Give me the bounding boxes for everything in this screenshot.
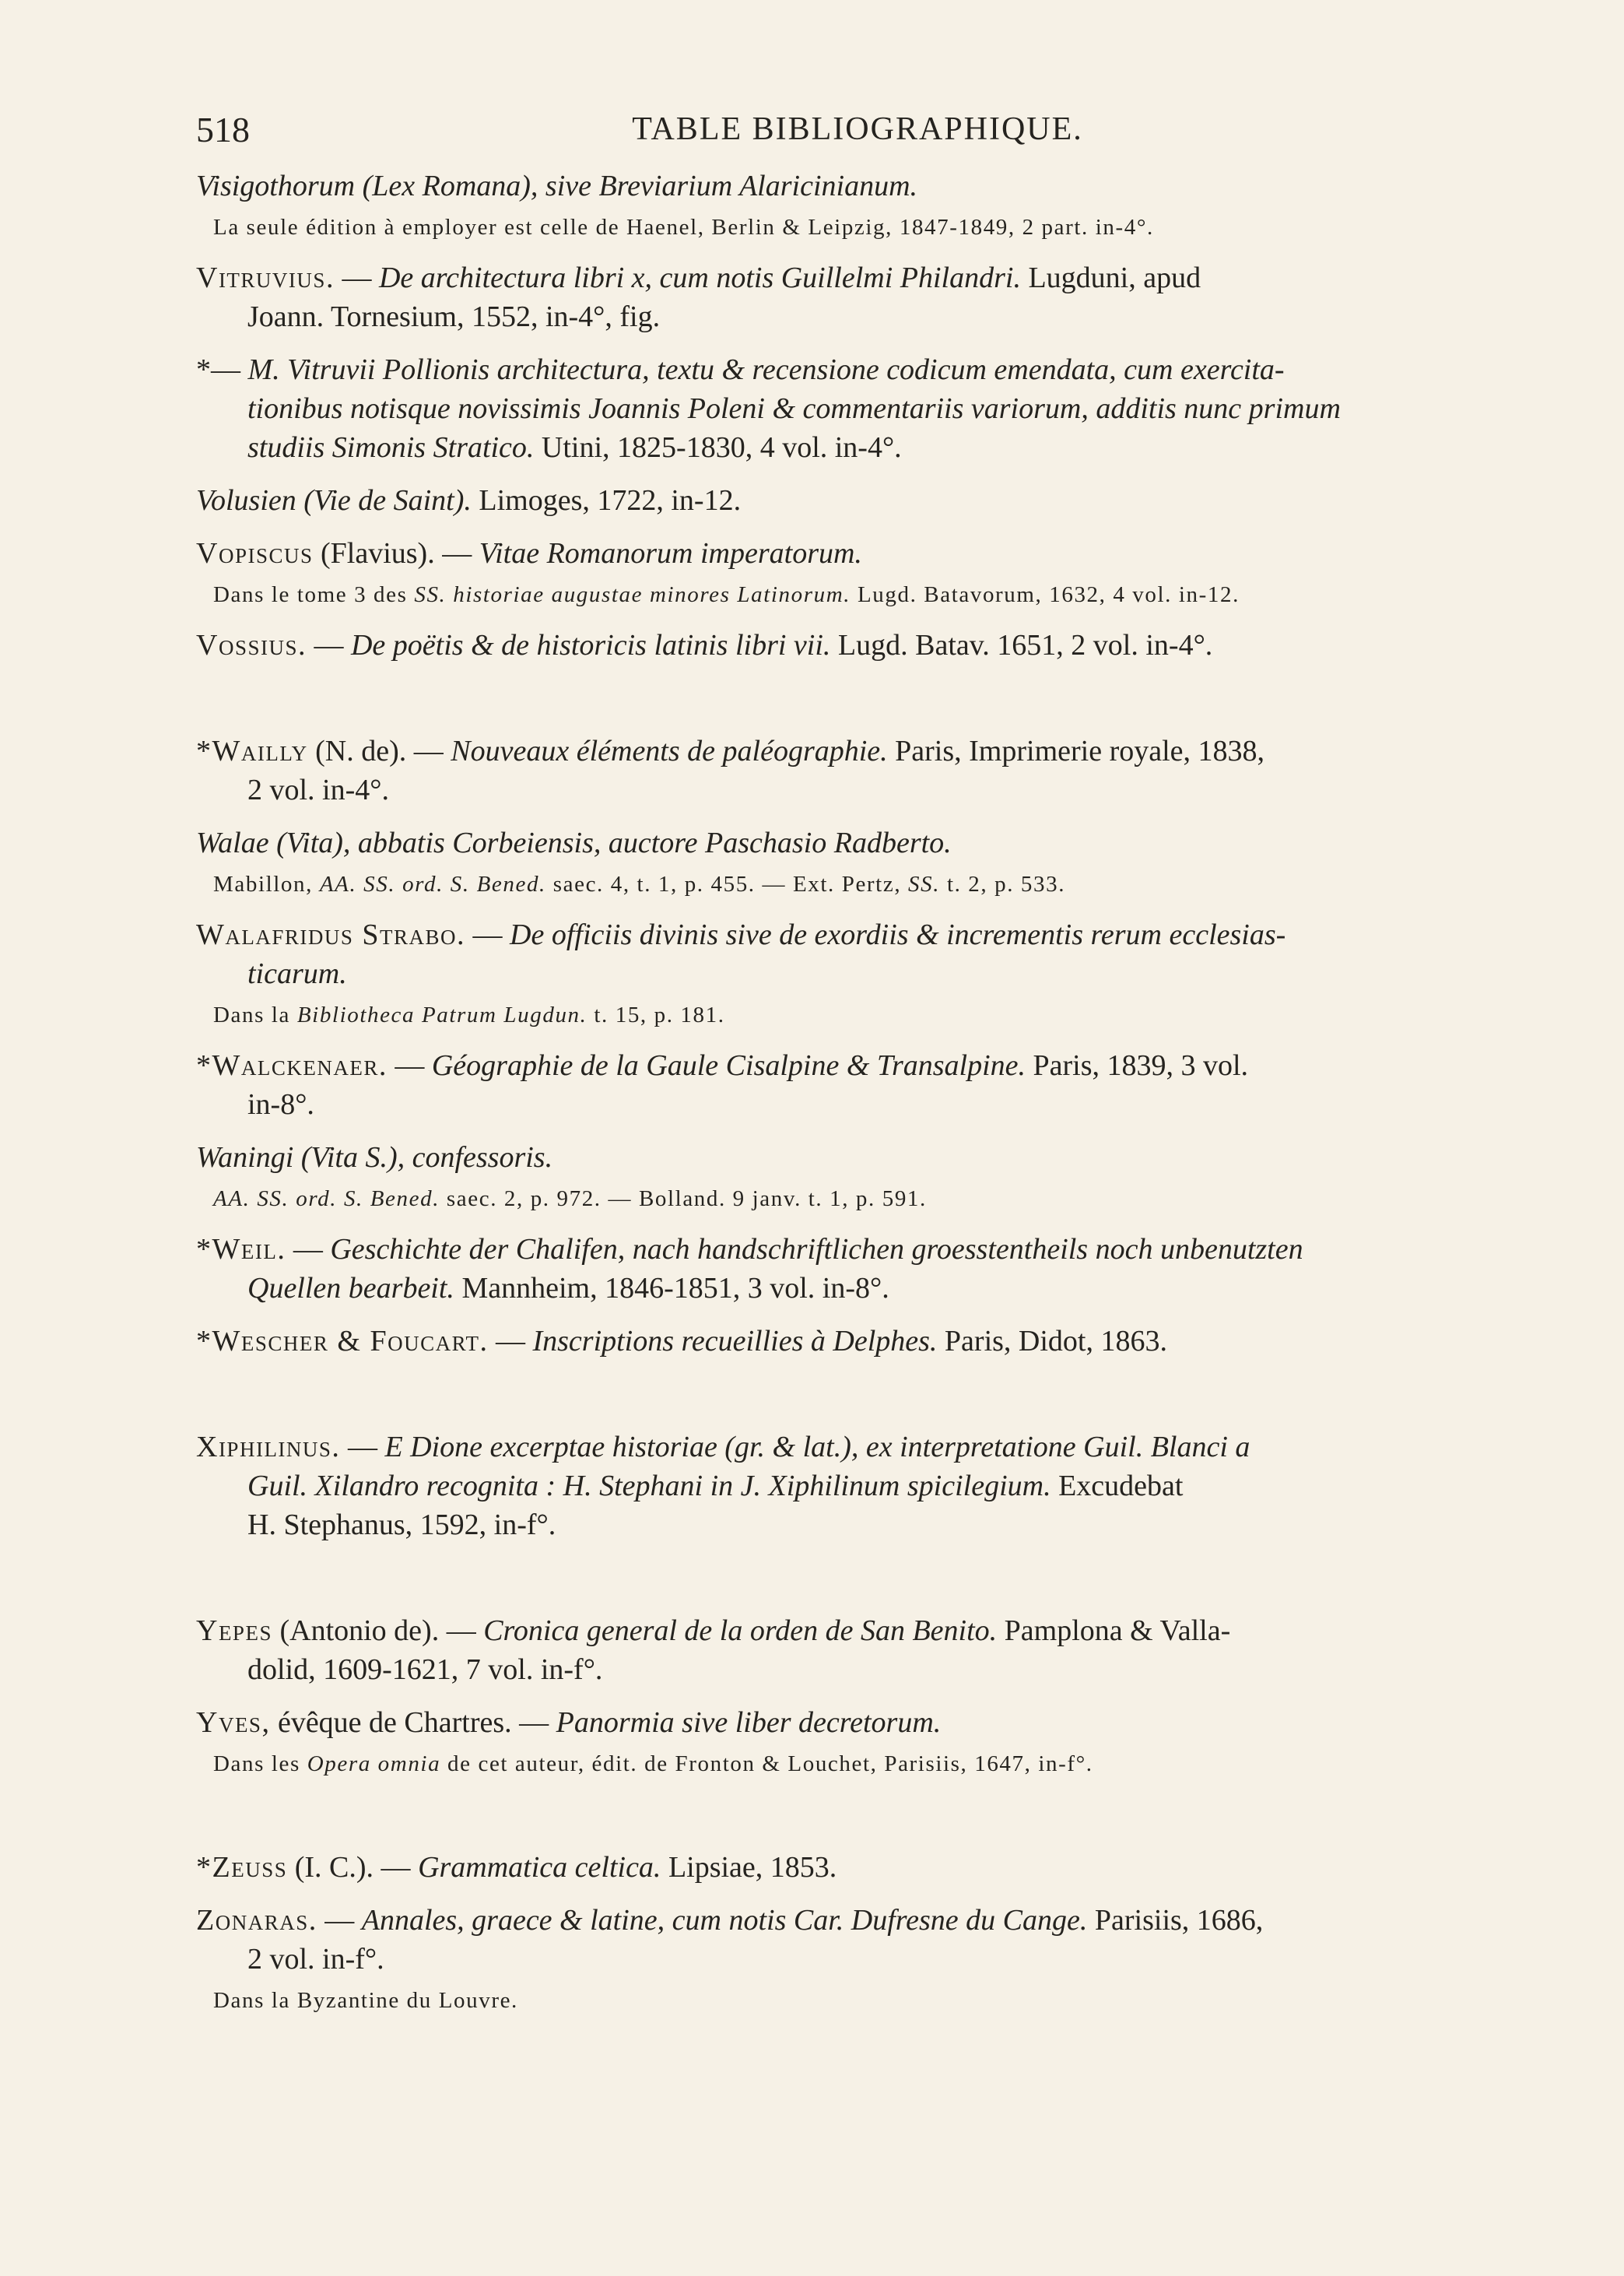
entry-imprint-cont: dolid, 1609-1621, 7 vol. in-f°. <box>247 1653 603 1686</box>
entry-author: Zonaras. <box>196 1904 317 1937</box>
entry-imprint: Paris, Imprimerie royale, 1838, <box>895 735 1265 767</box>
entry-author-name: (Antonio de). — <box>279 1614 476 1647</box>
entry-vopiscus <box>196 534 1441 612</box>
entry-title: Visigothorum (Lex Romana), sive Breviarium Alaricinianum. <box>196 170 918 202</box>
entry-xiphilinus: Xiphilinus. — E Dione excerptae historiae (gr. & lat.), ex interpretatione Guil. Blanci a Guil. Xilandro recognita : H. Stephani in J. Xiphilinum spicilegium. Excudebat H. Stephanus, 1592, in-f°. <box>196 1428 1441 1544</box>
entry-note-title: Opera omnia <box>307 1751 441 1776</box>
entry-author: Yves, <box>196 1706 271 1739</box>
entry-author: Vossius. <box>196 629 307 662</box>
entry-vitruvius: Vitruvius. — De architectura libri x, cum notis Guillelmi Philandri. Lugduni, apud Joann. Tornesium, 1552, in-4°, fig. <box>196 258 1441 336</box>
entry-note-imprint: de cet auteur, édit. de Fronton & Louchet, Parisiis, 1647, in-f°. <box>447 1751 1093 1776</box>
entry-note: Dans la Byzantine du Louvre. <box>213 1988 518 2013</box>
entry-wescher: *Wescher & Foucart. — Inscriptions recueillies à Delphes. Paris, Didot, 1863. <box>196 1325 1167 1358</box>
entry-imprint: Paris, 1839, 3 vol. <box>1033 1049 1249 1082</box>
entry-title-cont: studiis Simonis Stratico. <box>247 431 535 464</box>
entry-title: Inscriptions recueillies à Delphes. <box>532 1325 938 1358</box>
entry-zonaras: Zonaras. — Annales, graece & latine, cum notis Car. Dufresne du Cange. Parisiis, 1686, 2 vol. in-f°. Dans la Byzantine du Louvre. <box>196 1901 1441 2018</box>
entry-title: Nouveaux éléments de paléographie. <box>451 735 888 767</box>
entry-note-title: Bibliotheca Patrum Lugdun. <box>296 1003 588 1027</box>
entry-author: *Wailly <box>196 735 308 767</box>
entry-author: *Weil. <box>196 1233 286 1266</box>
bibliography-list <box>196 167 1441 2018</box>
entry-author: *Zeuss <box>196 1851 288 1884</box>
entry-title: Grammatica celtica. <box>418 1851 661 1884</box>
entry-walckenaer: *Walckenaer. — Géographie de la Gaule Cisalpine & Transalpine. Paris, 1839, 3 vol. in-8°. <box>196 1046 1441 1124</box>
page-number: 518 <box>196 110 250 149</box>
entry-author: *Walckenaer. <box>196 1049 388 1082</box>
entry-imprint-cont: H. Stephanus, 1592, in-f°. <box>247 1509 556 1541</box>
entry-note-imprint: Lugd. Batavorum, 1632, 4 vol. in-12. <box>857 582 1240 607</box>
entry-note-title: AA. SS. ord. S. Bened. <box>213 1186 440 1211</box>
entry-title-cont: ticarum. <box>247 957 347 990</box>
entry-title: E Dione excerptae historiae (gr. & lat.), ex interpretatione Guil. Blanci a <box>384 1431 1250 1463</box>
entry-note: Dans le tome 3 des <box>213 582 408 607</box>
entry-imprint-cont: 2 vol. in-f°. <box>247 1943 384 1976</box>
entry-title-cont: Quellen bearbeit. <box>247 1272 454 1305</box>
entry-author: Walafridus Strabo. <box>196 918 466 951</box>
entry-imprint: Mannheim, 1846-1851, 3 vol. in-8°. <box>461 1272 889 1305</box>
entry-note-imprint: saec. 2, p. 972. — Bolland. 9 janv. t. 1, p. 591. <box>446 1186 927 1211</box>
entry-author: Xiphilinus. <box>196 1431 341 1463</box>
entry-title: De architectura libri x, cum notis Guillelmi Philandri. <box>378 262 1021 294</box>
entry-wailly <box>196 732 1441 810</box>
entry-author: *Wescher & Foucart. <box>196 1325 489 1358</box>
entry-title: De poëtis & de historicis latinis libri vii. <box>350 629 831 662</box>
entry-imprint: Lugduni, apud <box>1028 262 1201 294</box>
entry-mark: *— <box>196 353 240 386</box>
entry-title: Walae (Vita), abbatis Corbeiensis, auctore Paschasio Radberto. <box>196 827 952 859</box>
entry-imprint: Parisiis, 1686, <box>1094 1904 1264 1937</box>
entry-title: Waningi (Vita S.), confessoris. <box>196 1141 553 1174</box>
entry-title: Annales, graece & latine, cum notis Car. Dufresne du Cange. <box>361 1904 1088 1937</box>
entry-imprint: Paris, Didot, 1863. <box>944 1325 1167 1358</box>
entry-imprint-cont: Joann. Tornesium, 1552, in-4°, fig. <box>247 300 661 333</box>
entry-title: Geschichte der Chalifen, nach handschriftlichen groesstentheils noch unbenutzten <box>330 1233 1303 1266</box>
entry-imprint: Utini, 1825-1830, 4 vol. in-4°. <box>541 431 902 464</box>
entry-imprint: Limoges, 1722, in-12. <box>479 484 742 517</box>
running-title: TABLE BIBLIOGRAPHIQUE. <box>632 111 1083 147</box>
entry-note-imprint: saec. 4, t. 1, p. 455. — Ext. Pertz, <box>552 872 902 897</box>
entry-visigothorum <box>196 167 1441 244</box>
entry-author: Vopiscus <box>196 537 314 570</box>
entry-imprint: Excudebat <box>1058 1470 1184 1502</box>
entry-author-name: (N. de). — <box>315 735 444 767</box>
entry-title: Volusien (Vie de Saint). <box>196 484 472 517</box>
entry-title: Géographie de la Gaule Cisalpine & Transalpine. <box>431 1049 1026 1082</box>
entry-waningi <box>196 1138 1441 1216</box>
page-header <box>196 109 1410 156</box>
entry-title-cont: tionibus notisque novissimis Joannis Poleni & commentariis variorum, additis nunc primum <box>247 392 1341 425</box>
entry-note: La seule édition à employer est celle de Haenel, Berlin & Leipzig, 1847-1849, 2 part. in-4°. <box>213 215 1154 240</box>
entry-imprint: Lugd. Batav. 1651, 2 vol. in-4°. <box>837 629 1213 662</box>
entry-walae <box>196 824 1441 901</box>
entry-title: M. Vitruvii Pollionis architectura, textu & recensione codicum emendata, cum exercita- <box>247 353 1285 386</box>
entry-imprint: Pamplona & Valla- <box>1004 1614 1231 1647</box>
entry-yves <box>196 1703 1441 1781</box>
entry-note: Dans les <box>213 1751 300 1776</box>
entry-volusien <box>196 481 1441 520</box>
entry-note-title: SS. <box>908 872 941 897</box>
entry-note: Mabillon, <box>213 872 313 897</box>
entry-author: Yepes <box>196 1614 272 1647</box>
entry-note: Dans la <box>213 1003 290 1027</box>
entry-note-title: AA. SS. ord. S. Bened. <box>319 872 546 897</box>
entry-vossius: Vossius. — De poëtis & de historicis latinis libri vii. Lugd. Batav. 1651, 2 vol. in-4°. <box>196 629 1213 662</box>
entry-author-name: (I. C.). — <box>294 1851 411 1884</box>
entry-author: Vitruvius. <box>196 262 335 294</box>
entry-imprint-cont: in-8°. <box>247 1088 314 1121</box>
entry-note-title: SS. historiae augustae minores Latinorum. <box>414 582 851 607</box>
entry-title: Vitae Romanorum imperatorum. <box>479 537 862 570</box>
entry-zeuss <box>196 1848 1441 1887</box>
entry-walafridus: Walafridus Strabo. — De officiis divinis sive de exordiis & incrementis rerum ecclesias- ticarum. Dans la Bibliotheca Patrum Lugdun. t. 15, p. 181. <box>196 918 1286 1027</box>
entry-title: Cronica general de la orden de San Benito. <box>483 1614 998 1647</box>
entry-note-imprint: t. 15, p. 181. <box>594 1003 725 1027</box>
entry-yepes <box>196 1611 1441 1689</box>
entry-note-imprint: t. 2, p. 533. <box>946 872 1066 897</box>
entry-title: De officiis divinis sive de exordiis & incrementis rerum ecclesias- <box>510 918 1286 951</box>
entry-weil: *Weil. — Geschichte der Chalifen, nach handschriftlichen groesstentheils noch unbenutzten Quellen bearbeit. Mannheim, 1846-1851, 3 vol. in-8°. <box>196 1233 1303 1305</box>
entry-title: Panormia sive liber decretorum. <box>556 1706 942 1739</box>
entry-title-cont: Guil. Xilandro recognita : H. Stephani in J. Xiphilinum spicilegium. <box>247 1470 1051 1502</box>
entry-imprint-cont: 2 vol. in-4°. <box>247 774 389 806</box>
entry-imprint: Lipsiae, 1853. <box>668 1851 837 1884</box>
entry-vitruvius-pollionis <box>196 350 1441 467</box>
entry-author-name: évêque de Chartres. — <box>277 1706 549 1739</box>
entry-author-name: (Flavius). — <box>321 537 472 570</box>
